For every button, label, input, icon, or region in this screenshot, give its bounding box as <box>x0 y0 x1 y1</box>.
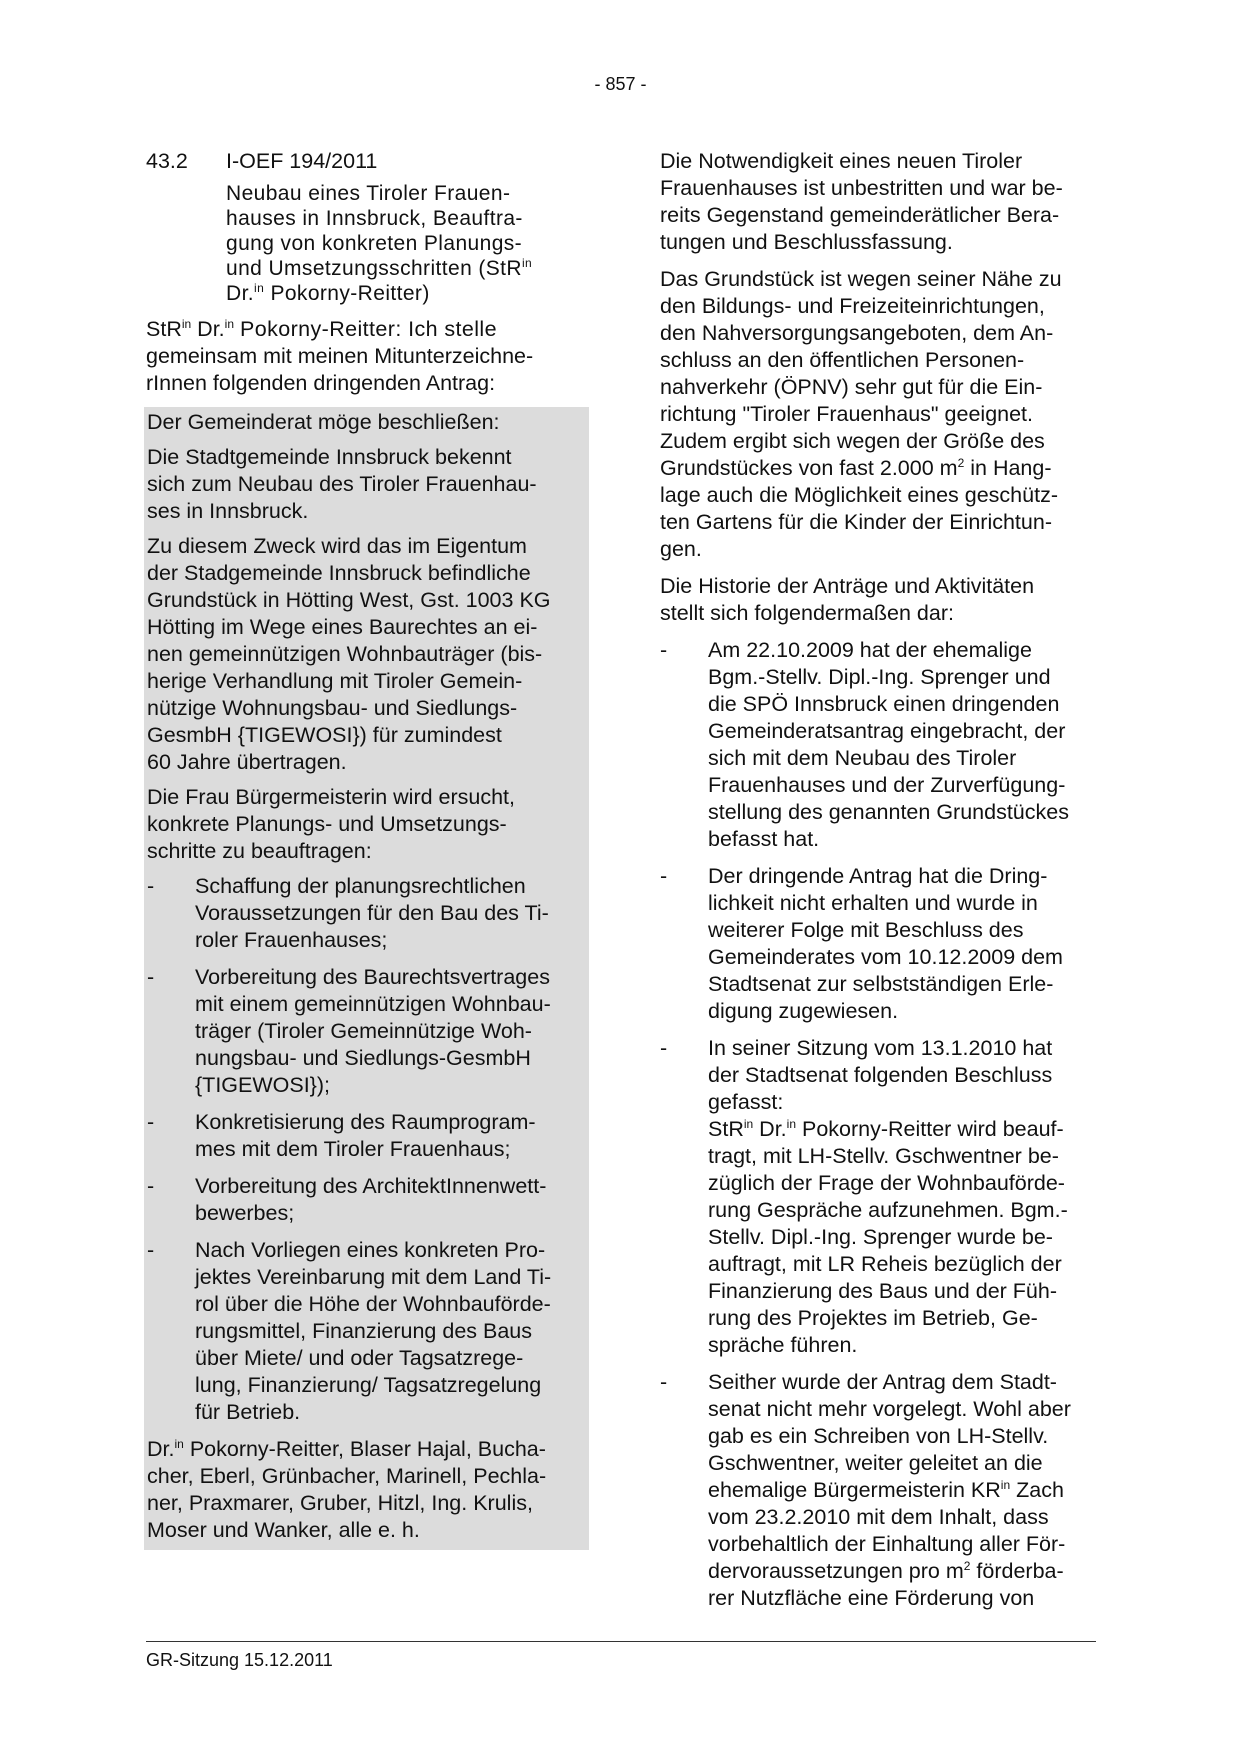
agenda-item-number: 43.2 <box>146 149 188 173</box>
list-item: - Nach Vorliegen eines konkreten Pro- jektes Vereinbarung mit dem Land Ti- rol über die Höhe der Wohnbauförde- rungsmittel, Finanzierung des Baus über Miete/ und oder Tagsatzrege- lung, Finanzierung/ Tagsatzregelung für Betrieb. <box>147 1238 552 1424</box>
motion-resolution: Der Gemeinderat möge beschließen: <box>147 410 500 434</box>
list-item: - Konkretisierung des Raumprogram- mes mit dem Tiroler Frauenhaus; <box>147 1110 536 1161</box>
history-item: - Am 22.10.2009 hat der ehemalige Bgm.-Stellv. Dipl.-Ing. Sprenger und die SPÖ Innsbruck einen dringenden Gemeinderatsantrag eingebracht, der sich mit dem Neubau des Tiroler Frauenhauses und der Zurverfügung- stellung des genannten Grundstückes befasst hat. <box>660 638 1069 851</box>
motion-paragraph: Zu diesem Zweck wird das im Eigentum der Stadgemeinde Innsbruck befindliche Grundstück in Hötting West, Gst. 1003 KG Hötting im Wege eines Baurechtes an ei- nen gemeinnützigen Wohnbauträger (bis- herige Verhandlung mit Tiroler Gemein- nützige Wohnungsbau- und Siedlungs- GesmbH {TIGEWOSI}) für zumindest 60 Jahre übertragen. <box>147 534 551 774</box>
footer-rule <box>146 1641 1096 1642</box>
footer-session-date: GR-Sitzung 15.12.2011 <box>146 1650 333 1670</box>
history-item: - Seither wurde der Antrag dem Stadt- senat nicht mehr vorgelegt. Wohl aber gab es ein Schreiben von LH-Stellv. Gschwentner, weiter geleitet an die ehemalige Bürgermeisterin $KR^{in}$ Zach vom 23.2.2010 mit dem Inhalt, dass vorbehaltlich der Einhaltung aller För- dervoraussetzungen pro $m^2$ förderba- rer Nutzfläche eine Förderung von <box>660 1370 1071 1610</box>
list-item: - Vorbereitung des Baurechtsvertrages mit einem gemeinnützigen Wohnbau- träger (Tiroler Gemeinnützige Woh- nungsbau- und Siedlungs-GesmbH {TIGEWOSI}); <box>147 965 551 1097</box>
history-item: - Der dringende Antrag hat die Dring- lichkeit nicht erhalten und wurde in weiterer Folge mit Beschluss des Gemeinderates vom 10.12.2009 dem Stadtsenat zur selbstständigen Erle- digung zugewiesen. <box>660 864 1063 1023</box>
justification-paragraph: Das Grundstück ist wegen seiner Nähe zu den Bildungs- und Freizeiteinrichtungen, den Nahversorgungsangeboten, dem An- schluss an den öffentlichen Personen- nahverkehr (ÖPNV) sehr gut für die Ein- richtung "Tiroler Frauenhaus" geeignet. Zudem ergibt sich wegen der Größe des Grundstückes von fast 2.000 $m^2$ in Hang- lage auch die Möglichkeit eines geschütz- ten Gartens für die Kinder der Einrichtun- gen. <box>660 267 1062 561</box>
motion-text-box <box>144 407 589 1550</box>
history-item: - In seiner Sitzung vom 13.1.2010 hat der Stadtsenat folgenden Beschluss gefasst: StR$^{in}$ Dr.$^{in}$ Pokorny-Reitter wird beauf- tragt, mit LH-Stellv. Gschwentner be- züglich der Frage der Wohnbauförde- rung Gespräche aufzunehmen. Bgm.- Stellv. Dipl.-Ing. Sprenger wurde be- auftragt, mit LR Reheis bezüglich der Finanzierung des Baus und der Füh- rung des Projektes im Betrieb, Ge- spräche führen. <box>660 1036 1068 1357</box>
left-column <box>146 148 586 1550</box>
motion-intro: StR$^{in}$ Dr.$^{in}$ Pokorny-Reitter: Ich stelle gemeinsam mit meinen Mitunterzeichne- rInnen folgenden dringenden Antrag: <box>146 316 534 395</box>
motion-signatories: Dr.$^{in}$ Pokorny-Reitter, Blaser Hajal, Bucha- cher, Eberl, Grünbacher, Marinell, Pechla- ner, Praxmarer, Gruber, Hitzl, Ing. Krulis, Moser und Wanker, alle e. h. <box>147 1436 547 1542</box>
history-intro: Die Historie der Anträge und Aktivitäten stellt sich folgendermaßen dar: <box>660 574 1035 625</box>
agenda-item-heading <box>146 148 586 175</box>
motion-paragraph: Die Stadtgemeinde Innsbruck bekennt sich zum Neubau des Tiroler Frauenhau- ses in Innsbruck. <box>147 445 537 523</box>
agenda-item-title: Neubau eines Tiroler Frauen- hauses in Innsbruck, Beauftra- gung von konkreten Planungs- und Umsetzungsschritten (StR$^{in}$ Dr.$^{in}$ Pokorny-Reitter) <box>226 182 533 305</box>
list-item: - Schaffung der planungsrechtlichen Voraussetzungen für den Bau des Ti- roler Frauenhauses; <box>147 874 549 952</box>
page-number: - 857 - <box>594 74 647 94</box>
right-column <box>660 148 1100 1622</box>
list-item: - Vorbereitung des ArchitektInnenwett- bewerbes; <box>147 1174 547 1225</box>
motion-paragraph: Die Frau Bürgermeisterin wird ersucht, konkrete Planungs- und Umsetzungs- schritte zu beauftragen: <box>147 785 516 863</box>
justification-paragraph: Die Notwendigkeit eines neuen Tiroler Frauenhauses ist unbestritten und war be- reits Gegenstand gemeinderätlicher Bera- tungen und Beschlussfassung. <box>660 149 1063 254</box>
agenda-item-code: I-OEF 194/2011 <box>226 149 378 173</box>
